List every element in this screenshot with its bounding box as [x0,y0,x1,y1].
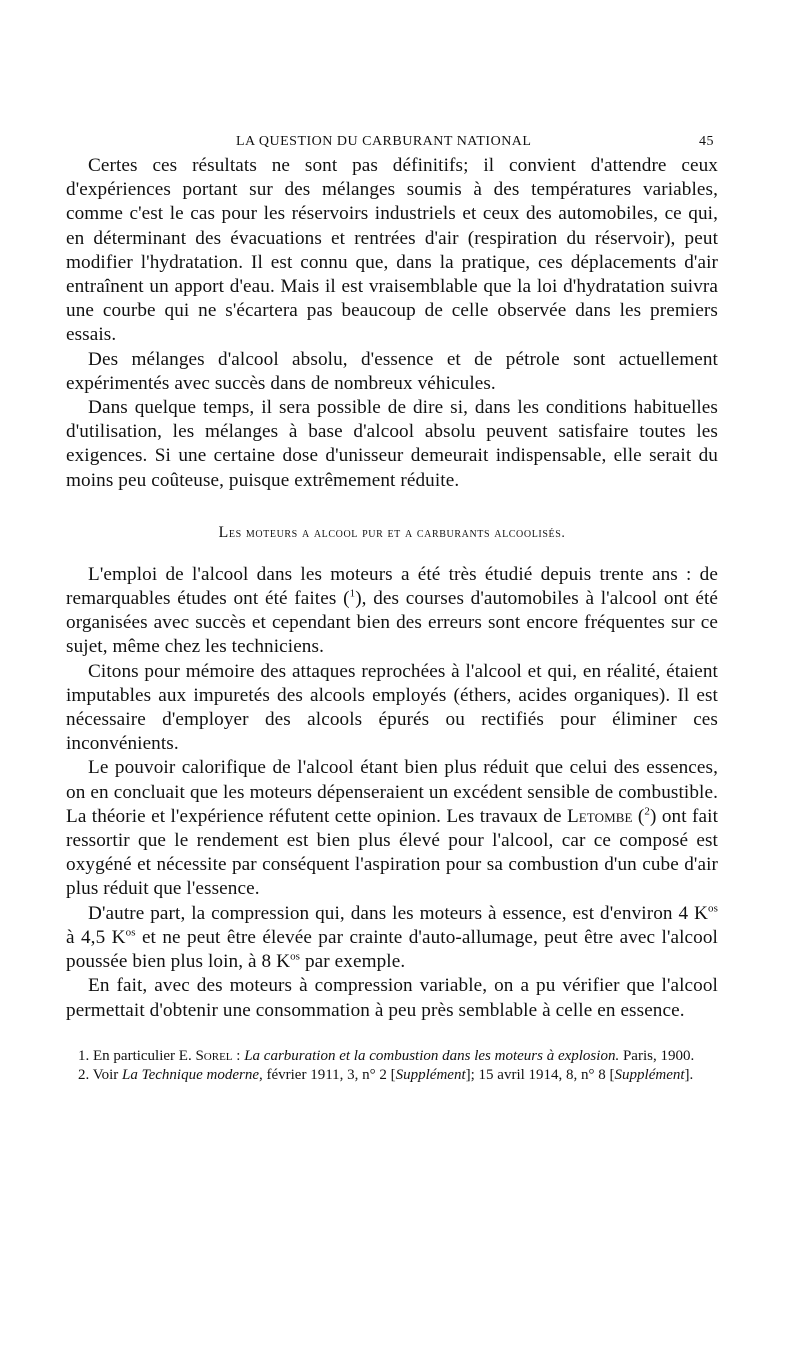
book-page [66,126,718,1086]
paragraph [66,902,718,975]
cited-title: La carburation et la combustion dans les moteurs à explosion. [244,1047,620,1064]
unit-superscript: os [708,902,718,915]
paragraph [66,756,718,901]
cited-supplement: Supplément [614,1067,685,1084]
footnote-number: 1. [78,1047,90,1064]
paragraph [66,563,718,660]
section-heading-initial: L [218,523,229,541]
section-heading-text: es moteurs a alcool pur et a carburants alcoolisés. [228,525,566,541]
paragraph-text: ), des courses d'automobiles à l'alcool ont été organisées avec succès et cependant bien des erreurs sont encore fréquentes sur ce sujet, même chez les techniciens. [66,588,718,658]
body-text [66,154,718,1023]
footnote-text: Voir [89,1067,123,1084]
footnote [66,1066,718,1086]
footnote-text: , février 1911, 3, n° 2 [ [258,1067,396,1084]
paragraph-text: ( [632,805,645,827]
paragraph: En fait, avec des moteurs à compression variable, on a pu vérifier que l'alcool permettait d'obtenir une consommation à peu près semblable à celle en essence. [66,975,718,1021]
footnote-ref: 2 [644,805,651,818]
footnote [66,1047,718,1067]
paragraph: Certes ces résultats ne sont pas définitifs; il convient d'attendre ceux d'expériences portant sur des mélanges soumis à des températures variables, comme c'est le cas pour les réservoirs industriels et ceux des automobiles, ce qui, en déterminant des évacuations et rentrées d'air (respiration du réservoir), peut modifier l'hydratation. Il est connu que, dans la pratique, ces déplacements d'air entraînent un apport d'eau. Mais il est vraisemblable que la loi d'hydratation suivra une courbe qui ne s'écartera pas beaucoup de celle observée dans les premiers essais. [66,155,718,346]
paragraph-text: L'emploi de l'alcool dans les moteurs a été très étudié depuis trente ans : de remarquables études ont été faites ( [66,563,718,610]
running-title: LA QUESTION DU CARBURANT NATIONAL [236,134,532,149]
running-head [66,126,718,154]
paragraph-text: ) ont fait ressortir que le rendement est bien plus élevé pour l'alcool, car ce composé est oxygéné et nécessite par conséquent l'aspiration pour sa combustion d'un cube d'air plus réduit que l'essence. [66,805,718,900]
paragraph-text: D'autre part, la compression qui, dans les moteurs à essence, est d'environ 4 K [88,902,709,924]
footnote-ref: 1 [349,587,356,600]
author-name: Letombe [566,805,633,827]
author-name: Sorel [195,1047,233,1064]
footnote-text: : [232,1047,245,1064]
paragraph-text: Le pouvoir calorifique de l'alcool étant bien plus réduit que celui des essences, on en concluait que les moteurs dépenseraient un excédent sensible de combustible. La théorie et l'expérience réfutent cette opinion. Les travaux de [66,757,718,827]
cited-supplement: Supplément [395,1067,466,1084]
page-number: 45 [699,134,714,149]
paragraph-text: et ne peut être élevée par crainte d'auto-allumage, peut être avec l'alcool poussée bien plus loin, à 8 K [66,926,718,973]
paragraph: Des mélanges d'alcool absolu, d'essence et de pétrole sont actuellement expérimentés avec succès dans de nombreux véhicules. [66,348,718,394]
footnotes [66,1047,718,1086]
footnote-text: ]. [684,1067,694,1084]
footnote-number: 2. [78,1067,90,1084]
footnote-text: En particulier E. [89,1047,196,1064]
section-heading [66,524,718,542]
paragraph: Citons pour mémoire des attaques reprochées à l'alcool et qui, en réalité, étaient imputables aux impuretés des alcools employés (éthers, acides organiques). Il est nécessaire d'employer des alcools épurés ou rectifiés pour éliminer ces inconvénients. [66,660,718,755]
unit-superscript: os [290,950,301,963]
footnote-text: Paris, 1900. [619,1047,695,1064]
footnote-text: ]; 15 avril 1914, 8, n° 8 [ [465,1067,615,1084]
paragraph: Dans quelque temps, il sera possible de dire si, dans les conditions habituelles d'utilisation, les mélanges à base d'alcool absolu peuvent satisfaire toutes les exigences. Si une certaine dose d'unisseur demeurait indispensable, elle serait du moins peu coûteuse, puisque extrêmement réduite. [66,397,718,491]
paragraph-text: par exemple. [300,951,406,973]
cited-journal: La Technique moderne [122,1067,259,1084]
unit-superscript: os [125,926,136,939]
paragraph-text: à 4,5 K [66,926,126,948]
